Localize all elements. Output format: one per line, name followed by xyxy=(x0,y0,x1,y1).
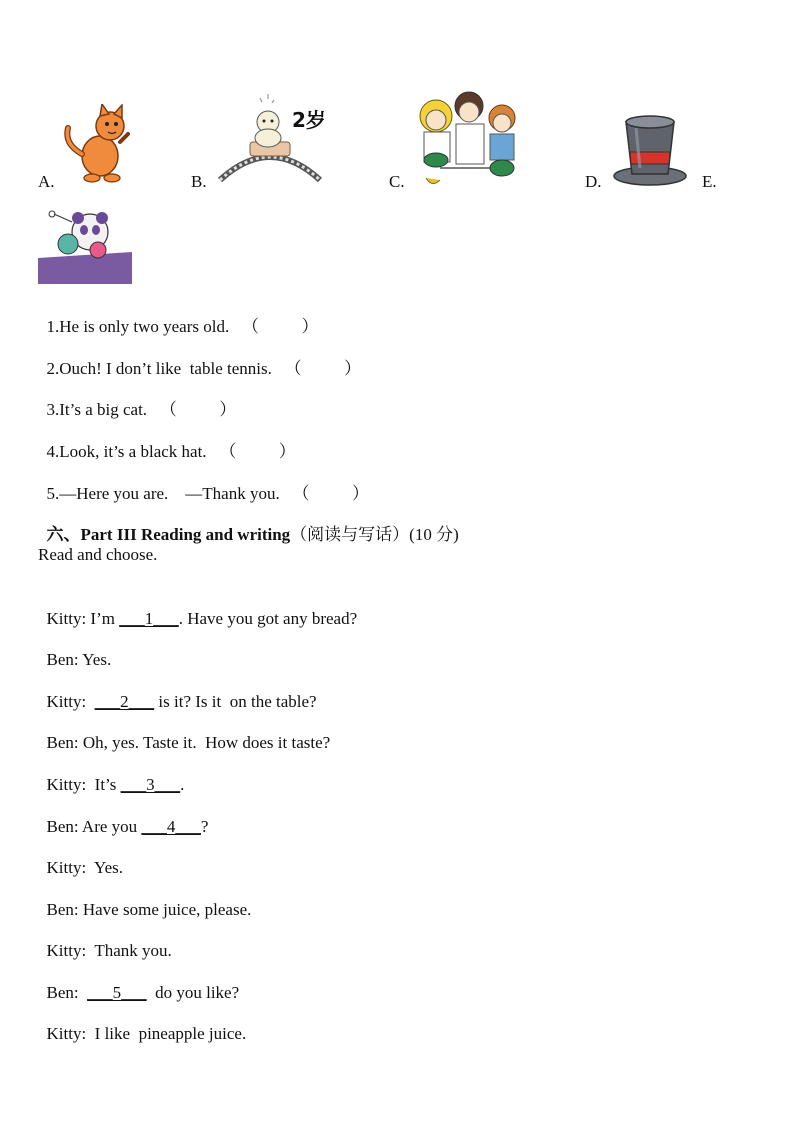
age-badge: 2岁 xyxy=(292,108,326,132)
matching-text: 5.—Here you are. —Thank you. xyxy=(46,484,280,503)
dialogue-line: Kitty: I’m ___1___. Have you got any bread? xyxy=(46,609,358,628)
matching-text: 2.Ouch! I don’t like table tennis. xyxy=(46,359,272,378)
speaker: Kitty: xyxy=(46,609,87,628)
answer-paren[interactable]: （ ） xyxy=(292,484,369,503)
section-heading xyxy=(38,502,459,546)
option-label-d: D. xyxy=(585,172,602,191)
speaker: Ben: xyxy=(46,817,79,836)
panda-icon xyxy=(38,200,132,284)
speaker: Ben: xyxy=(46,650,79,669)
children-icon xyxy=(420,92,515,184)
answer-paren[interactable]: （ ） xyxy=(284,359,362,378)
dialogue-line: Kitty: I like pineapple juice. xyxy=(46,1024,247,1043)
panda-table-tennis-picture xyxy=(38,200,132,284)
top-hat-icon xyxy=(614,116,686,185)
blank-4[interactable]: ___4___ xyxy=(141,817,201,836)
speaker: Kitty: xyxy=(46,692,87,711)
matching-text: 1.He is only two years old. xyxy=(46,317,230,336)
speaker: Kitty: xyxy=(46,941,87,960)
dialogue-line: Ben: Are you ___4___? xyxy=(46,817,209,836)
section-title-en: Part III Reading and writing xyxy=(80,525,291,544)
dialogue-line: Kitty: ___2___ is it? Is it on the table? xyxy=(46,692,317,711)
children-eating-picture xyxy=(414,88,524,190)
answer-paren[interactable]: （ ） xyxy=(219,442,296,461)
speaker: Kitty: xyxy=(46,775,87,794)
dialogue-line: Ben: ___5___ do you like? xyxy=(46,983,240,1002)
dialogue-line: Kitty: Yes. xyxy=(46,858,124,877)
option-label-b: B. xyxy=(191,172,207,191)
dialogue-line: Ben: Yes. xyxy=(46,650,112,669)
option-label-a: A. xyxy=(38,172,55,191)
option-label-e: E. xyxy=(702,172,717,191)
matching-item-5 xyxy=(38,461,369,505)
section-title-cn: （阅读与写话）(10 分) xyxy=(290,525,459,544)
option-label-c: C. xyxy=(389,172,405,191)
matching-item-4 xyxy=(38,419,296,463)
blank-3[interactable]: ___3___ xyxy=(120,775,181,794)
blank-2[interactable]: ___2___ xyxy=(94,692,155,711)
speaker: Kitty: xyxy=(46,858,87,877)
matching-text: 3.It’s a big cat. xyxy=(46,400,148,419)
matching-item-3 xyxy=(38,377,236,421)
answer-paren[interactable]: （ ） xyxy=(159,400,237,419)
matching-item-2 xyxy=(38,336,361,380)
dialogue-line: Ben: Oh, yes. Taste it. How does it taste? xyxy=(46,733,331,752)
speaker: Ben: xyxy=(46,900,79,919)
speaker: Kitty: xyxy=(46,1024,87,1043)
speaker: Ben: xyxy=(46,733,79,752)
dialogue-line: Ben: Have some juice, please. xyxy=(46,900,252,919)
blank-5[interactable]: ___5___ xyxy=(87,983,147,1002)
dialogue-line: Kitty: Thank you. xyxy=(46,941,172,960)
cat-picture xyxy=(62,104,142,186)
answer-paren[interactable]: （ ） xyxy=(241,317,319,336)
dialogue-line: Kitty: It’s ___3___. xyxy=(46,775,185,794)
instruction: Read and choose. xyxy=(38,545,158,564)
matching-item-1 xyxy=(38,294,318,338)
cat-icon xyxy=(67,104,128,182)
blank-1[interactable]: ___1___ xyxy=(119,609,179,628)
section-prefix: 六、 xyxy=(46,525,81,544)
matching-text: 4.Look, it’s a black hat. xyxy=(46,442,207,461)
speaker: Ben: xyxy=(46,983,79,1002)
hat-picture xyxy=(612,112,688,188)
